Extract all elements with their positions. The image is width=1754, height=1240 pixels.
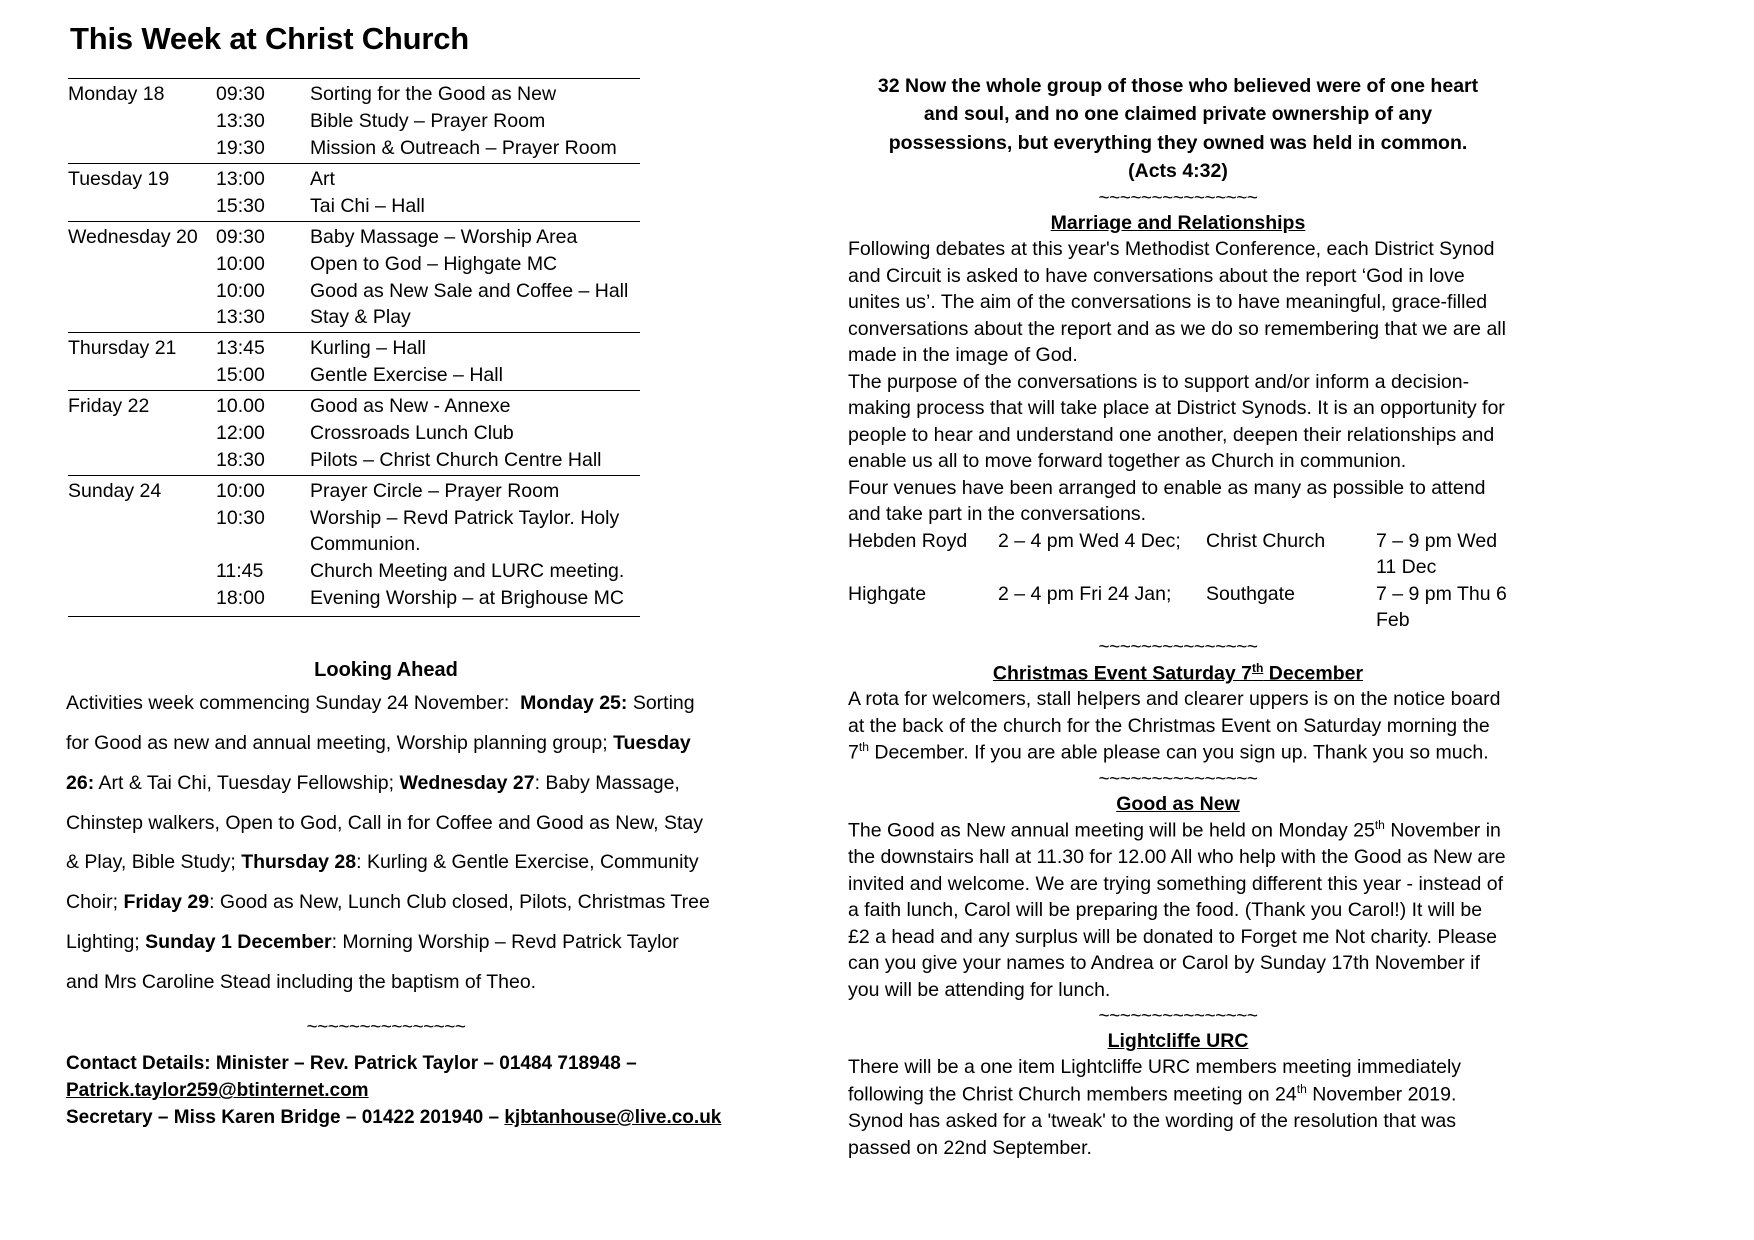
schedule-event: Open to God – Highgate MC — [310, 252, 558, 275]
schedule-event: Evening Worship – at Brighouse MC — [310, 586, 640, 616]
schedule-time: 13:45 — [216, 333, 310, 363]
venue-name-4: Southgate — [1206, 582, 1295, 605]
contact-secretary-email[interactable]: kjbtanhouse@live.co.uk — [504, 1107, 722, 1129]
christmas-body-pre: A rota for welcomers, stall helpers and clearer uppers is on the notice board at the back of the church for the Christmas Event on Saturday morning the 7 — [848, 688, 1501, 764]
good-as-new-body — [848, 817, 1508, 1003]
schedule-day-label — [68, 586, 216, 616]
venue-row — [848, 581, 1508, 634]
schedule-event: Worship – Revd Patrick Taylor. Holy Communion. — [310, 506, 620, 555]
schedule-day-label: Friday 22 — [68, 391, 216, 421]
schedule-event: Stay & Play — [310, 306, 411, 329]
schedule-event: Bible Study – Prayer Room — [310, 110, 546, 133]
schedule-day-label: Monday 18 — [68, 79, 216, 109]
right-column — [848, 72, 1508, 1161]
schedule-time: 18:00 — [216, 586, 310, 616]
schedule-event: Tai Chi – Hall — [310, 194, 425, 217]
schedule-row — [68, 363, 640, 390]
schedule-row — [68, 279, 640, 306]
schedule-row — [68, 194, 640, 221]
looking-ahead-heading: Looking Ahead — [314, 658, 458, 681]
schedule-row — [68, 333, 640, 363]
schedule-time: 10:00 — [216, 476, 310, 506]
schedule-time: 19:30 — [216, 136, 265, 159]
schedule-time: 18:30 — [216, 449, 265, 472]
schedule-row — [68, 391, 640, 421]
schedule-row — [68, 448, 640, 475]
christmas-event-heading — [848, 661, 1508, 686]
contact-minister-email[interactable]: Patrick.taylor259@btinternet.com — [66, 1080, 369, 1102]
schedule-row — [68, 559, 640, 586]
schedule-time: 13:30 — [216, 306, 265, 329]
schedule-day-label — [68, 448, 216, 475]
marriage-paragraph-1: Following debates at this year's Methodist Conference, each District Synod and Circuit is asked to have conversations about the report ‘God in love unites us’. The aim of the conversations is to have meaningful, grace-filled conversations about the report and as we do so remembering that we are all made in the image of God. — [848, 238, 1506, 367]
marriage-heading: Marriage and Relationships — [1050, 212, 1306, 235]
schedule-time: 09:30 — [216, 221, 310, 251]
schedule-time: 11:45 — [216, 559, 264, 582]
schedule-time: 10.00 — [216, 391, 310, 421]
schedule-event: Sorting for the Good as New — [310, 79, 640, 109]
venue-time-4: 7 – 9 pm Thu 6 Feb — [1376, 582, 1507, 632]
gan-body-pre: The Good as New annual meeting will be held on Monday 25 — [848, 819, 1375, 842]
schedule-time: 10:00 — [216, 252, 265, 275]
schedule-time: 13:00 — [216, 163, 310, 193]
schedule-row — [68, 136, 640, 163]
schedule-day-label — [68, 363, 216, 390]
venue-time-2: 7 – 9 pm Wed 11 Dec — [1376, 529, 1498, 579]
schedule-row — [68, 506, 640, 559]
venue-time-3: 2 – 4 pm Fri 24 Jan; — [998, 582, 1172, 605]
marriage-paragraph-2: The purpose of the conversations is to support and/or inform a decision-making process that will take place at District Synods. It is an opportunity for people to hear and understand one another, deepen their relationships and enable us all to move forward together as Church in communion. — [848, 370, 1505, 473]
lurc-body-post: November 2019. Synod has asked for a 'tweak' to the wording of the resolution that was passed on 22nd September. — [848, 1083, 1457, 1159]
schedule-day-label: Tuesday 19 — [68, 163, 216, 193]
schedule-time: 15:30 — [216, 194, 265, 217]
venue-name-2: Christ Church — [1206, 529, 1326, 552]
schedule-row — [68, 163, 640, 193]
schedule-day-label — [68, 279, 216, 306]
schedule-event: Prayer Circle – Prayer Room — [310, 476, 640, 506]
schedule-day-label: Wednesday 20 — [68, 221, 216, 251]
schedule-event: Good as New Sale and Coffee – Hall — [310, 279, 629, 302]
lightcliffe-urc-body — [848, 1054, 1508, 1161]
schedule-day-label — [68, 506, 216, 559]
christmas-heading-sup: th — [1251, 660, 1264, 675]
venue-name-1: Hebden Royd — [848, 529, 968, 552]
schedule-event: Mission & Outreach – Prayer Room — [310, 136, 617, 159]
good-as-new-heading: Good as New — [1116, 793, 1240, 816]
contact-secretary-text: Secretary – Miss Karen Bridge – 01422 201940 – — [66, 1107, 505, 1129]
scripture-quote: 32 Now the whole group of those who believed were of one heart and soul, and no one claimed private ownership of any possessions, but everything they owned was held in common. (Acts 4:32) — [877, 75, 1479, 182]
schedule-day-label — [68, 559, 216, 586]
divider-squiggle-1: ~~~~~~~~~~~~~~~ — [1098, 188, 1258, 210]
schedule-time: 15:00 — [216, 364, 265, 387]
schedule-day-label — [68, 136, 216, 163]
venue-row — [848, 528, 1508, 581]
schedule-row — [68, 305, 640, 332]
schedule-row — [68, 221, 640, 251]
schedule-event: Art — [310, 163, 640, 193]
schedule-row — [68, 109, 640, 136]
marriage-venues-list — [848, 528, 1508, 634]
contact-secretary-line — [66, 1105, 726, 1132]
schedule-time: 12:00 — [216, 422, 265, 445]
weekly-schedule-table — [68, 78, 640, 617]
schedule-time: 10:30 — [216, 506, 265, 529]
venue-time-1: 2 – 4 pm Wed 4 Dec; — [998, 529, 1181, 552]
venue-name-3: Highgate — [848, 582, 927, 605]
schedule-day-label — [68, 109, 216, 136]
schedule-event: Pilots – Christ Church Centre Hall — [310, 449, 602, 472]
schedule-row — [68, 252, 640, 279]
schedule-day-label — [68, 194, 216, 221]
schedule-event: Church Meeting and LURC meeting. — [310, 559, 625, 582]
schedule-day-label: Sunday 24 — [68, 476, 216, 506]
christmas-heading-post: December — [1263, 662, 1364, 685]
christmas-heading-pre: Christmas Event Saturday 7 — [992, 662, 1252, 685]
left-column — [66, 22, 746, 1132]
divider-squiggle-left: ~~~~~~~~~~~~~~~ — [306, 1017, 466, 1039]
gan-body-post: November in the downstairs hall at 11.30 for 12.00 All who help with the Good as New are invited and welcome. We are trying something different this year - instead of a faith lunch, Carol will be preparing the food. (Thank you Carol!) It will be £2 a head and any surplus will be donated to Forget me Not charity. Please can you give your names to Andrea or Carol by Sunday 17th November if you will be attending for lunch. — [848, 819, 1506, 1001]
lightcliffe-urc-heading: Lightcliffe URC — [1107, 1030, 1249, 1053]
schedule-body — [68, 79, 640, 617]
schedule-day-label — [68, 252, 216, 279]
lurc-body-pre: There will be a one item Lightcliffe URC members meeting immediately following the Christ Church members meeting on 24 — [848, 1056, 1462, 1106]
schedule-event: Kurling – Hall — [310, 333, 640, 363]
christmas-body-sup: th — [858, 740, 869, 755]
schedule-day-label — [68, 305, 216, 332]
marriage-paragraph-3: Four venues have been arranged to enable as many as possible to attend and take part in the conversations. — [848, 476, 1486, 526]
gan-body-sup: th — [1374, 818, 1385, 833]
schedule-event: Gentle Exercise – Hall — [310, 364, 503, 387]
schedule-time: 09:30 — [216, 79, 310, 109]
schedule-day-label: Thursday 21 — [68, 333, 216, 363]
schedule-row — [68, 586, 640, 616]
christmas-body-post: December. If you are able please can you sign up. Thank you so much. — [868, 741, 1489, 764]
schedule-row — [68, 79, 640, 109]
schedule-row — [68, 421, 640, 448]
schedule-event: Crossroads Lunch Club — [310, 422, 514, 445]
schedule-row — [68, 476, 640, 506]
schedule-event: Good as New - Annexe — [310, 391, 640, 421]
christmas-event-body — [848, 686, 1508, 766]
divider-squiggle-3: ~~~~~~~~~~~~~~~ — [1098, 769, 1258, 791]
divider-squiggle-2: ~~~~~~~~~~~~~~~ — [1098, 636, 1258, 658]
contact-details — [66, 1051, 726, 1132]
schedule-event: Baby Massage – Worship Area — [310, 221, 640, 251]
contact-minister-line: Contact Details: Minister – Rev. Patrick Taylor – 01484 718948 – — [66, 1053, 637, 1075]
schedule-time: 13:30 — [216, 110, 265, 133]
page-title: This Week at Christ Church — [70, 21, 470, 56]
looking-ahead-body: Activities week commencing Sunday 24 November: Monday 25: Sorting for Good as new and annual meeting, Worship planning group; Tuesday 26: Art & Tai Chi, Tuesday Fellowship; Wednesday 27: Baby Massage, Chinstep walkers, Open to God, Call in for Coffee and Good as New, Stay & Play, Bible Study; Thursday 28: Kurling & Gentle Exercise, Community Choir; Friday 29: Good as New, Lunch Club closed, Pilots, Christmas Tree Lighting; Sunday 1 December: Morning Worship – Revd Patrick Taylor and Mrs Caroline Stead including the baptism of Theo. — [66, 691, 710, 994]
lurc-body-sup: th — [1296, 1081, 1307, 1096]
divider-squiggle-4: ~~~~~~~~~~~~~~~ — [1098, 1006, 1258, 1028]
schedule-day-label — [68, 421, 216, 448]
schedule-time: 10:00 — [216, 279, 265, 302]
